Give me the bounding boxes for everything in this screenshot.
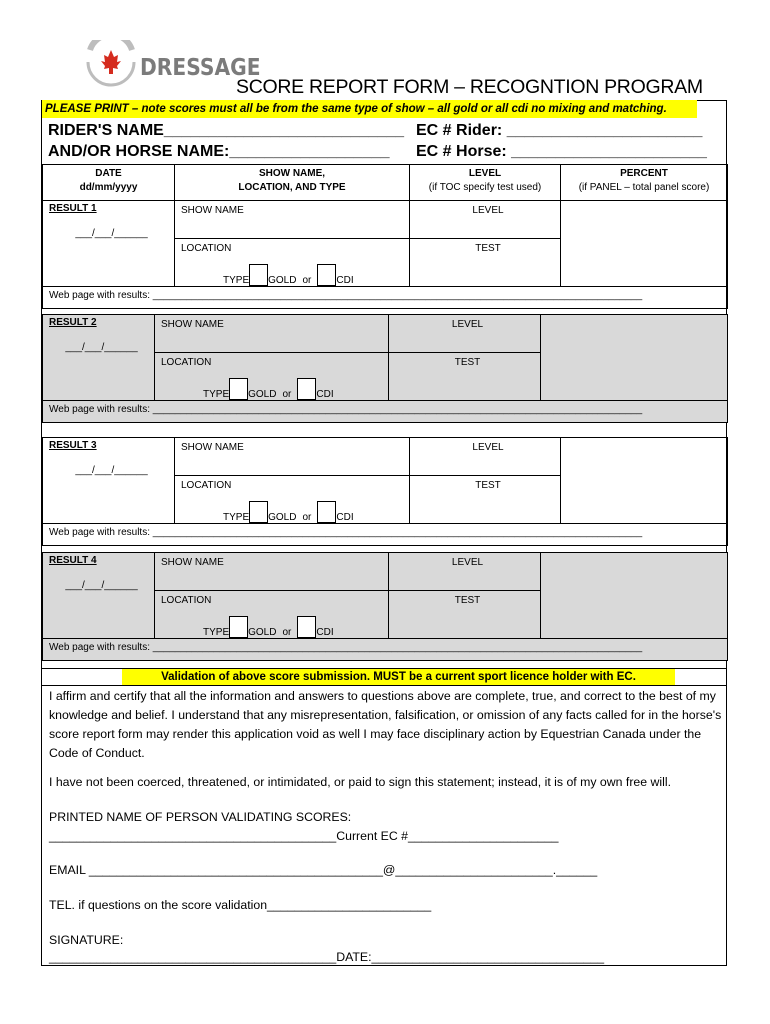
- validation-heading: Validation of above score submission. MUST be a current sport licence holder with EC.: [122, 669, 675, 685]
- test-field[interactable]: TEST: [389, 353, 541, 401]
- tel-field[interactable]: TEL. if questions on the score validation________________________: [49, 898, 432, 912]
- web-page-field[interactable]: Web page with results: ________________________________________________________________________________________: [43, 524, 728, 546]
- level-field[interactable]: LEVEL: [389, 315, 541, 353]
- printed-name-label: PRINTED NAME OF PERSON VALIDATING SCORES:: [49, 810, 352, 824]
- cdi-checkbox[interactable]: [297, 616, 316, 638]
- cdi-label: CDI: [336, 275, 354, 286]
- location-field[interactable]: LOCATION: [181, 243, 232, 254]
- result-block: [42, 200, 728, 309]
- form-title: SCORE REPORT FORM – RECOGNTION PROGRAM: [236, 76, 703, 98]
- result-label: RESULT 2: [49, 317, 97, 328]
- location-type-cell: [155, 591, 389, 639]
- result-date-field[interactable]: ___/___/______: [75, 228, 148, 239]
- result-label: RESULT 1: [49, 203, 97, 214]
- cdi-checkbox[interactable]: [317, 264, 336, 286]
- result-date-cell[interactable]: [43, 438, 175, 524]
- riders-name-field[interactable]: RIDER'S NAME___________________________: [48, 122, 405, 139]
- result-date-field[interactable]: ___/___/______: [75, 465, 148, 476]
- or-label: or: [282, 627, 292, 638]
- validation-banner: [42, 668, 727, 686]
- percent-field[interactable]: [561, 201, 728, 287]
- printed-name-field[interactable]: __________________________________________Current EC #______________________: [49, 829, 559, 843]
- web-page-field[interactable]: Web page with results: ________________________________________________________________________________________: [43, 287, 728, 309]
- gold-checkbox[interactable]: [229, 378, 248, 400]
- test-field[interactable]: TEST: [389, 591, 541, 639]
- web-page-field[interactable]: Web page with results: ________________________________________________________________________________________: [43, 639, 728, 661]
- level-field[interactable]: LEVEL: [389, 553, 541, 591]
- show-name-field[interactable]: SHOW NAME: [155, 315, 389, 353]
- location-field[interactable]: LOCATION: [161, 595, 212, 606]
- type-label: TYPE: [203, 627, 230, 638]
- location-type-cell: [175, 476, 410, 524]
- percent-field[interactable]: [541, 553, 728, 639]
- level-field[interactable]: LEVEL: [410, 201, 561, 239]
- show-name-field[interactable]: SHOW NAME: [175, 201, 410, 239]
- ec-horse-field[interactable]: EC # Horse: ______________________: [416, 143, 707, 160]
- gold-checkbox[interactable]: [249, 501, 268, 523]
- show-name-field[interactable]: SHOW NAME: [175, 438, 410, 476]
- result-block: [42, 314, 728, 423]
- print-notice: PLEASE PRINT – note scores must all be from the same type of show – all gold or all cdi no mixing and matching.: [42, 100, 697, 118]
- result-date-field[interactable]: ___/___/______: [65, 580, 138, 591]
- email-field[interactable]: EMAIL ___________________________________________@_______________________.______: [49, 863, 598, 877]
- test-field[interactable]: TEST: [410, 476, 561, 524]
- logo-text: DRESSAGE: [140, 55, 261, 81]
- signature-label: SIGNATURE:: [49, 933, 124, 947]
- gold-label: GOLD: [248, 389, 277, 400]
- result-date-cell[interactable]: [43, 201, 175, 287]
- location-field[interactable]: LOCATION: [181, 480, 232, 491]
- result-label: RESULT 3: [49, 440, 97, 451]
- gold-checkbox[interactable]: [249, 264, 268, 286]
- location-type-cell: [175, 239, 410, 287]
- percent-field[interactable]: [541, 315, 728, 401]
- location-field[interactable]: LOCATION: [161, 357, 212, 368]
- not-coerced-text: I have not been coerced, threatened, or intimidated, or paid to sign this statement; instead, it is of my own free will.: [49, 775, 672, 789]
- results-table: [42, 164, 728, 201]
- cdi-label: CDI: [316, 389, 334, 400]
- level-column-header: LEVEL (if TOC specify test used): [410, 165, 561, 201]
- or-label: or: [282, 389, 292, 400]
- table-header-row: [43, 165, 728, 201]
- result-label: RESULT 4: [49, 555, 97, 566]
- date-column-header: DATE dd/mm/yyyy: [43, 165, 175, 201]
- result-date-field[interactable]: ___/___/______: [65, 342, 138, 353]
- result-date-cell[interactable]: [43, 315, 155, 401]
- horse-name-field[interactable]: AND/OR HORSE NAME:__________________: [48, 143, 390, 160]
- type-label: TYPE: [203, 389, 230, 400]
- type-label: TYPE: [223, 512, 250, 523]
- test-field[interactable]: TEST: [410, 239, 561, 287]
- ec-rider-field[interactable]: EC # Rider: ______________________: [416, 122, 703, 139]
- type-label: TYPE: [223, 275, 250, 286]
- gold-label: GOLD: [248, 627, 277, 638]
- or-label: or: [302, 275, 312, 286]
- cdi-checkbox[interactable]: [317, 501, 336, 523]
- cdi-checkbox[interactable]: [297, 378, 316, 400]
- location-type-cell: [155, 353, 389, 401]
- result-date-cell[interactable]: [43, 553, 155, 639]
- affirmation-text: I affirm and certify that all the information and answers to questions above are complete, true, and correct to the best of my knowledge and belief. I understand that any misrepresentation, falsification, or omission of any facts called for in the horse's score report form may render this application void as well I may face disciplinary action by Equestrian Canada under the Code of Conduct.: [49, 689, 722, 760]
- signature-date-field[interactable]: __________________________________________DATE:__________________________________: [49, 950, 605, 964]
- level-field[interactable]: LEVEL: [410, 438, 561, 476]
- cdi-label: CDI: [336, 512, 354, 523]
- show-column-header: SHOW NAME, LOCATION, AND TYPE: [175, 165, 410, 201]
- gold-label: GOLD: [268, 275, 297, 286]
- gold-checkbox[interactable]: [229, 616, 248, 638]
- cdi-label: CDI: [316, 627, 334, 638]
- gold-label: GOLD: [268, 512, 297, 523]
- show-name-field[interactable]: SHOW NAME: [155, 553, 389, 591]
- percent-field[interactable]: [561, 438, 728, 524]
- result-block: [42, 552, 728, 661]
- web-page-field[interactable]: Web page with results: ________________________________________________________________________________________: [43, 401, 728, 423]
- result-block: [42, 437, 728, 546]
- or-label: or: [302, 512, 312, 523]
- percent-column-header: PERCENT (if PANEL – total panel score): [561, 165, 728, 201]
